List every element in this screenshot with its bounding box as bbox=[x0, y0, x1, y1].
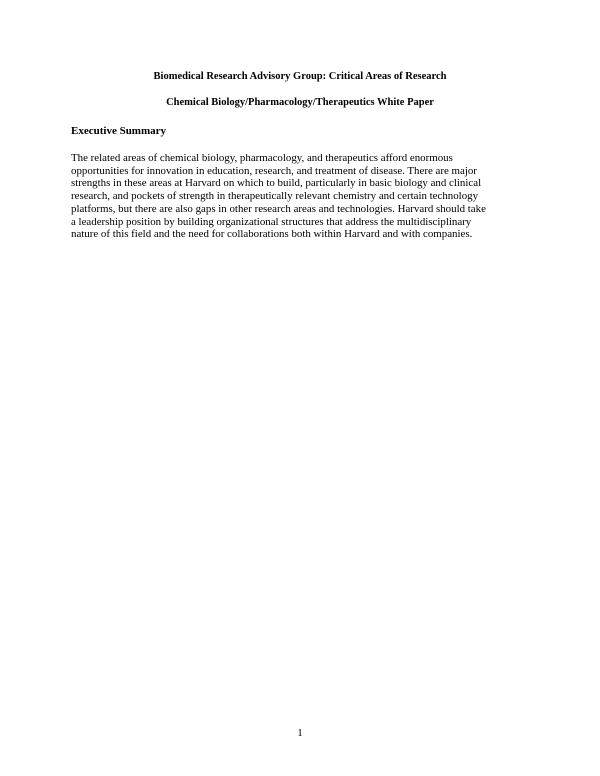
paragraph-line: nature of this field and the need for collaborations both within Harvard and with companies. bbox=[71, 228, 473, 241]
paragraph-line: platforms, but there are also gaps in other research areas and technologies. Harvard should take bbox=[71, 202, 486, 215]
section-heading: Executive Summary bbox=[71, 125, 167, 137]
document-title: Biomedical Research Advisory Group: Critical Areas of Research bbox=[153, 71, 447, 82]
paragraph-line: opportunities for innovation in education, research, and treatment of disease. There are major bbox=[71, 164, 477, 177]
paragraph-line: The related areas of chemical biology, pharmacology, and therapeutics afford enormous bbox=[71, 152, 453, 164]
paragraph-line: research, and pockets of strength in therapeutically relevant chemistry and certain technology bbox=[71, 190, 479, 203]
paragraph-line: a leadership position by building organizational structures that address the multidisciplinary bbox=[71, 215, 472, 228]
document-subtitle: Chemical Biology/Pharmacology/Therapeutics White Paper bbox=[166, 97, 434, 108]
paragraph-line: strengths in these areas at Harvard on which to build, particularly in basic biology and clinical bbox=[71, 177, 482, 190]
page-number: 1 bbox=[297, 727, 303, 739]
executive-summary-paragraph bbox=[71, 152, 541, 241]
